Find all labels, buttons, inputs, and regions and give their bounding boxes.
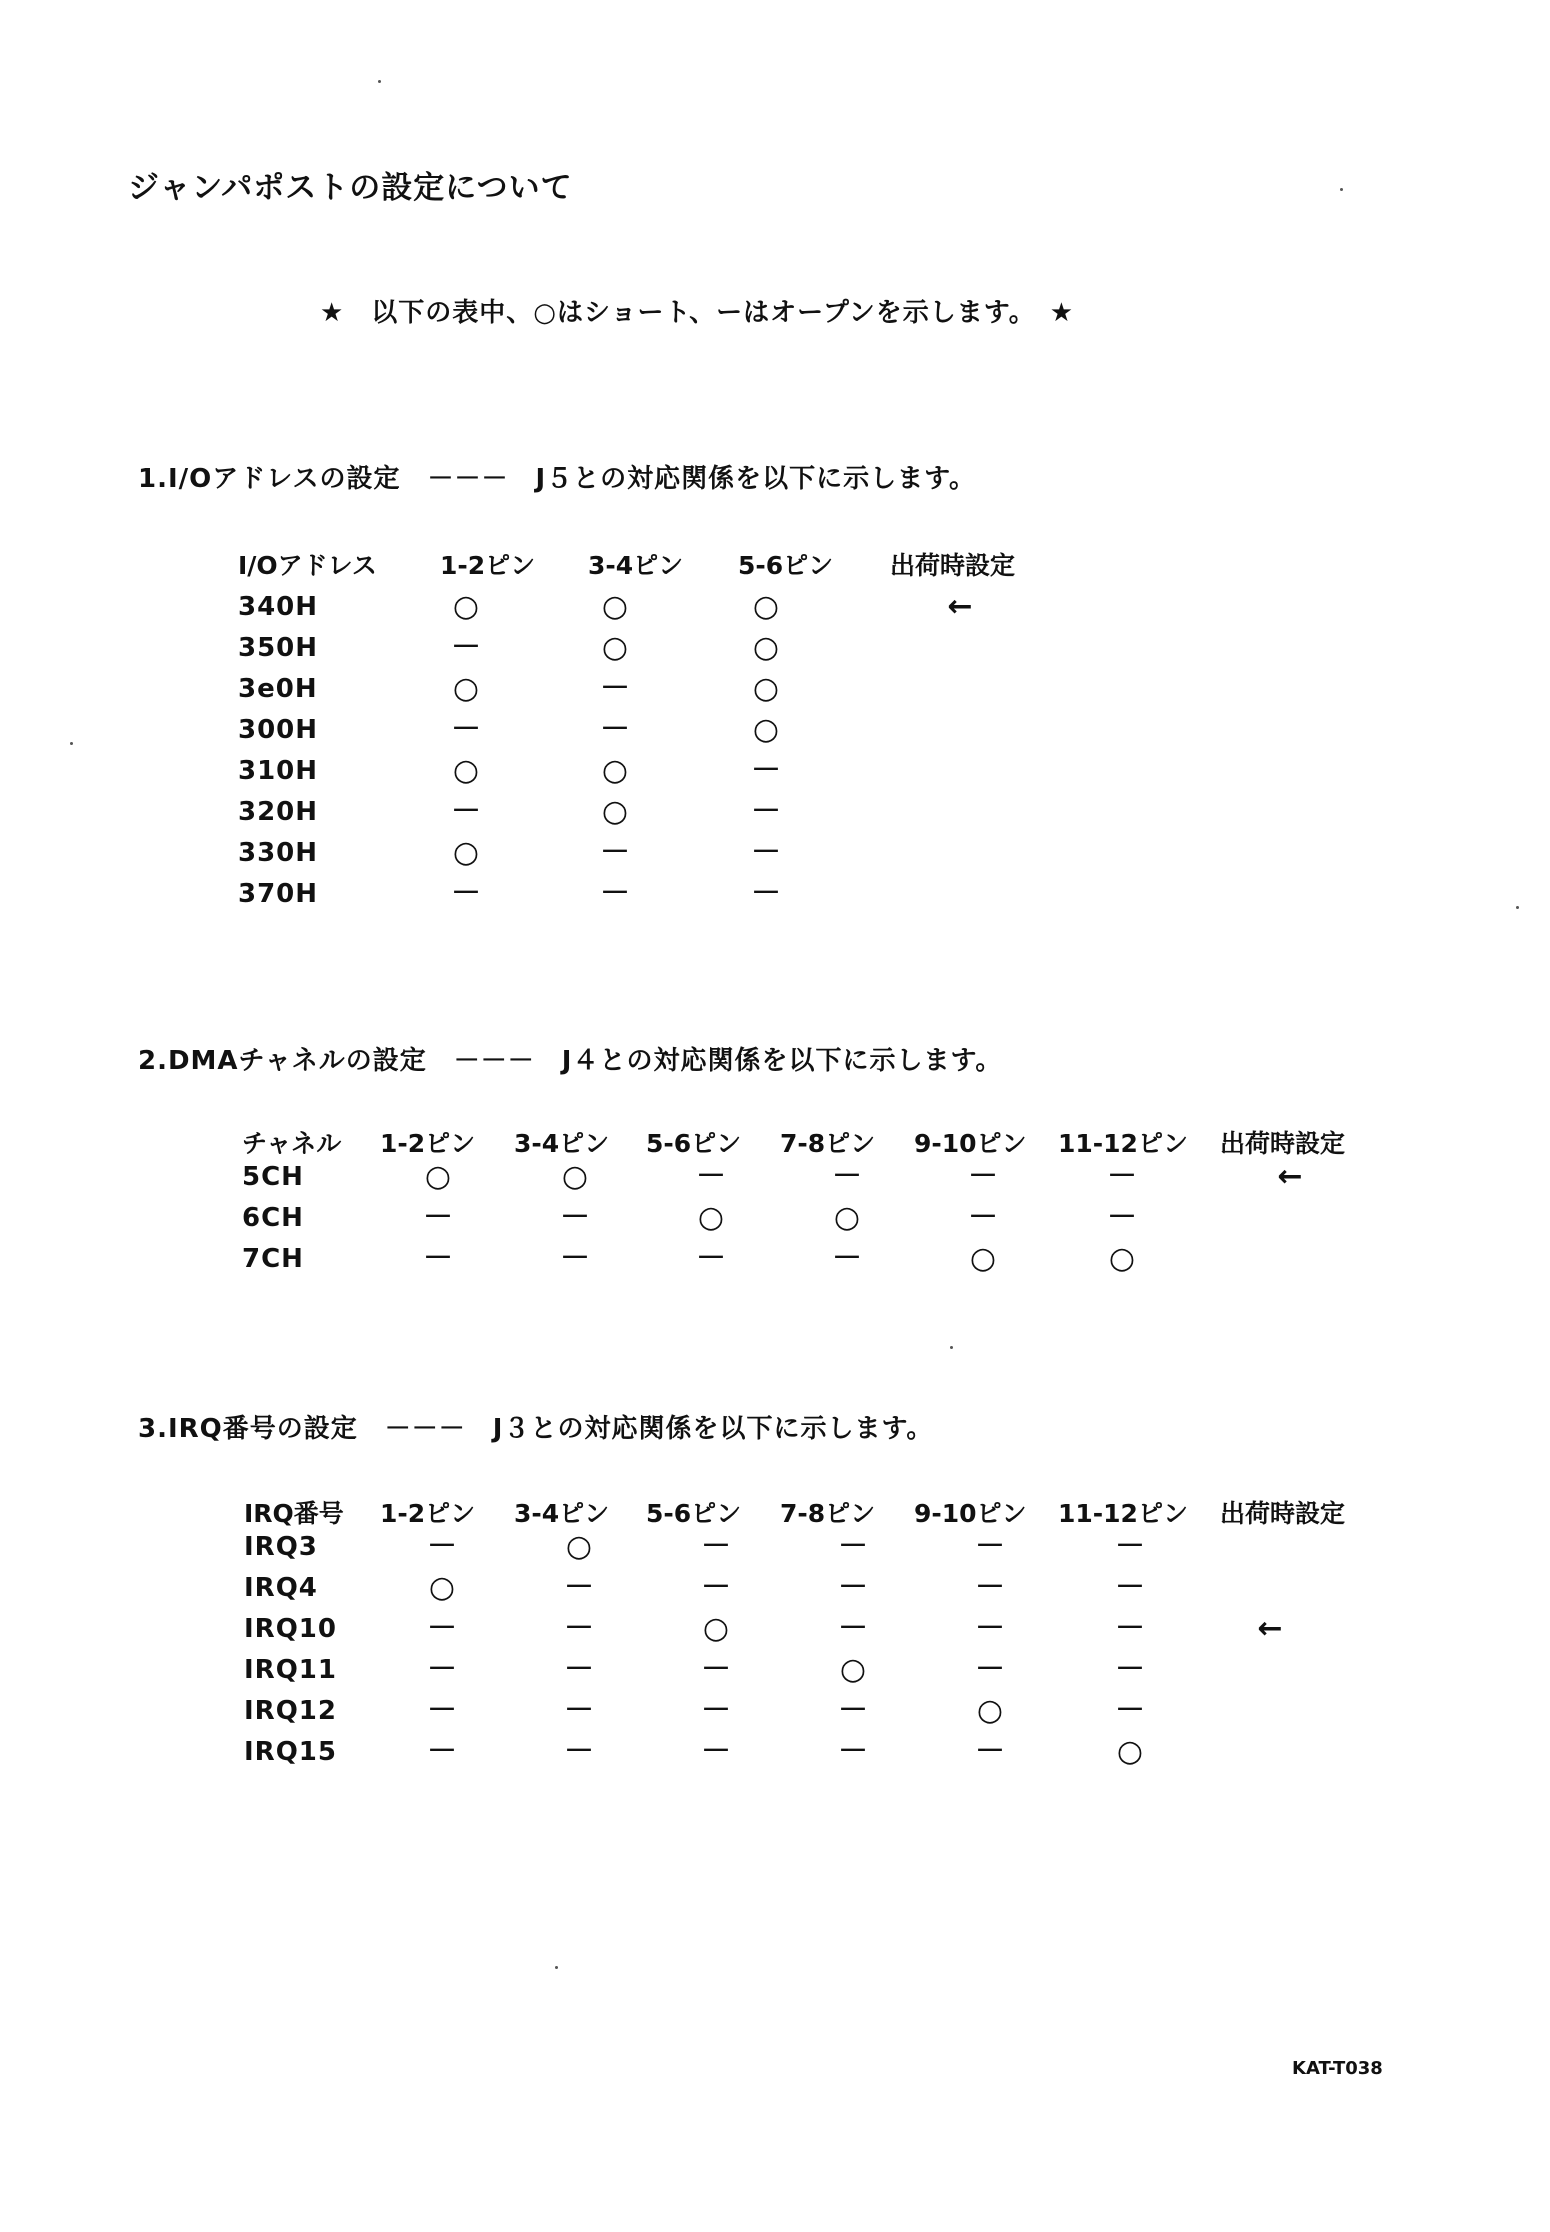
- row-label: 310H: [238, 756, 319, 786]
- scan-speck: [555, 1966, 558, 1969]
- open-dash-mark: －: [427, 1652, 457, 1687]
- short-circle-mark: ○: [424, 1159, 452, 1194]
- row-label: 370H: [238, 879, 319, 909]
- row-label: 320H: [238, 797, 319, 827]
- document-code: KAT-T038: [1292, 2058, 1383, 2079]
- open-dash-mark: －: [564, 1693, 594, 1728]
- row-label: IRQ4: [244, 1573, 318, 1603]
- short-circle-mark: ○: [452, 835, 480, 870]
- short-circle-mark: ○: [697, 1200, 725, 1235]
- short-circle-mark: ○: [601, 794, 629, 829]
- open-dash-mark: －: [451, 876, 481, 911]
- open-dash-mark: －: [560, 1200, 590, 1235]
- column-header: 7-8ピン: [780, 1129, 876, 1158]
- column-header: 3-4ピン: [514, 1499, 610, 1528]
- short-circle-mark: ○: [969, 1241, 997, 1276]
- short-circle-mark: ○: [1108, 1241, 1136, 1276]
- open-dash-mark: －: [564, 1734, 594, 1769]
- open-dash-mark: －: [832, 1241, 862, 1276]
- short-circle-mark: ○: [428, 1570, 456, 1605]
- open-dash-mark: －: [564, 1611, 594, 1646]
- scan-speck: [378, 80, 381, 83]
- short-circle-mark: ○: [752, 712, 780, 747]
- section-heading: 2.DMAチャネルの設定 －－－ J４との対応関係を以下に示します。: [138, 1046, 1003, 1076]
- short-circle-mark: ○: [839, 1652, 867, 1687]
- short-circle-mark: ○: [561, 1159, 589, 1194]
- open-dash-mark: －: [696, 1241, 726, 1276]
- column-header: 出荷時設定: [1220, 1129, 1346, 1158]
- open-dash-mark: －: [1115, 1611, 1145, 1646]
- row-label: IRQ12: [244, 1696, 337, 1726]
- open-dash-mark: －: [560, 1241, 590, 1276]
- open-dash-mark: －: [451, 712, 481, 747]
- open-dash-mark: －: [1115, 1652, 1145, 1687]
- scan-speck: [950, 1346, 953, 1349]
- column-header: 11-12ピン: [1058, 1129, 1188, 1158]
- open-dash-mark: －: [968, 1200, 998, 1235]
- open-dash-mark: －: [600, 835, 630, 870]
- open-dash-mark: －: [838, 1570, 868, 1605]
- column-header: チャネル: [242, 1129, 342, 1158]
- column-header: 9-10ピン: [914, 1129, 1027, 1158]
- row-label: IRQ15: [244, 1737, 337, 1767]
- open-dash-mark: －: [1115, 1693, 1145, 1728]
- open-dash-mark: －: [423, 1200, 453, 1235]
- default-arrow-icon: ←: [1257, 1611, 1283, 1646]
- short-circle-mark: ○: [452, 671, 480, 706]
- open-dash-mark: －: [564, 1652, 594, 1687]
- open-dash-mark: －: [600, 876, 630, 911]
- column-header: 5-6ピン: [646, 1129, 742, 1158]
- open-dash-mark: －: [1107, 1200, 1137, 1235]
- section-heading: 3.IRQ番号の設定 －－－ J３との対応関係を以下に示します。: [138, 1414, 934, 1444]
- open-dash-mark: －: [701, 1693, 731, 1728]
- open-dash-mark: －: [451, 630, 481, 665]
- open-dash-mark: －: [1107, 1159, 1137, 1194]
- row-label: 350H: [238, 633, 319, 663]
- short-circle-mark: ○: [601, 589, 629, 624]
- open-dash-mark: －: [838, 1693, 868, 1728]
- column-header: 出荷時設定: [1220, 1499, 1346, 1528]
- open-dash-mark: －: [427, 1734, 457, 1769]
- open-dash-mark: －: [701, 1570, 731, 1605]
- short-circle-mark: ○: [565, 1529, 593, 1564]
- open-dash-mark: －: [427, 1611, 457, 1646]
- open-dash-mark: －: [751, 835, 781, 870]
- open-dash-mark: －: [423, 1241, 453, 1276]
- legend-note: ★ 以下の表中、○はショート、ーはオープンを示します。 ★: [320, 298, 1075, 328]
- row-label: 330H: [238, 838, 319, 868]
- open-dash-mark: －: [701, 1734, 731, 1769]
- column-header: 出荷時設定: [890, 551, 1016, 580]
- open-dash-mark: －: [600, 712, 630, 747]
- short-circle-mark: ○: [601, 753, 629, 788]
- column-header: 3-4ピン: [588, 551, 684, 580]
- short-circle-mark: ○: [833, 1200, 861, 1235]
- open-dash-mark: －: [701, 1529, 731, 1564]
- open-dash-mark: －: [427, 1693, 457, 1728]
- row-label: 3e0H: [238, 674, 318, 704]
- short-circle-mark: ○: [752, 589, 780, 624]
- column-header: 1-2ピン: [440, 551, 536, 580]
- scan-speck: [70, 742, 73, 745]
- open-dash-mark: －: [832, 1159, 862, 1194]
- row-label: 340H: [238, 592, 319, 622]
- row-label: IRQ10: [244, 1614, 337, 1644]
- open-dash-mark: －: [427, 1529, 457, 1564]
- open-dash-mark: －: [975, 1529, 1005, 1564]
- short-circle-mark: ○: [601, 630, 629, 665]
- column-header: 5-6ピン: [738, 551, 834, 580]
- short-circle-mark: ○: [702, 1611, 730, 1646]
- row-label: IRQ11: [244, 1655, 337, 1685]
- open-dash-mark: －: [751, 876, 781, 911]
- short-circle-mark: ○: [1116, 1734, 1144, 1769]
- column-header: 1-2ピン: [380, 1129, 476, 1158]
- open-dash-mark: －: [968, 1159, 998, 1194]
- column-header: 11-12ピン: [1058, 1499, 1188, 1528]
- page-title: ジャンパポストの設定について: [128, 170, 573, 206]
- open-dash-mark: －: [564, 1570, 594, 1605]
- section-heading: 1.I/Oアドレスの設定 －－－ J５との対応関係を以下に示します。: [138, 464, 977, 494]
- short-circle-mark: ○: [976, 1693, 1004, 1728]
- scan-speck: [1340, 188, 1343, 191]
- open-dash-mark: －: [1115, 1529, 1145, 1564]
- short-circle-mark: ○: [752, 671, 780, 706]
- default-arrow-icon: ←: [947, 589, 973, 624]
- short-circle-mark: ○: [752, 630, 780, 665]
- open-dash-mark: －: [1115, 1570, 1145, 1605]
- column-header: 3-4ピン: [514, 1129, 610, 1158]
- column-header: I/Oアドレス: [238, 551, 377, 580]
- row-label: 5CH: [242, 1162, 304, 1192]
- open-dash-mark: －: [838, 1734, 868, 1769]
- row-label: 6CH: [242, 1203, 304, 1233]
- row-label: IRQ3: [244, 1532, 318, 1562]
- column-header: IRQ番号: [244, 1499, 344, 1528]
- row-label: 7CH: [242, 1244, 304, 1274]
- default-arrow-icon: ←: [1277, 1159, 1303, 1194]
- open-dash-mark: －: [751, 794, 781, 829]
- open-dash-mark: －: [838, 1529, 868, 1564]
- scan-speck: [1516, 906, 1519, 909]
- column-header: 9-10ピン: [914, 1499, 1027, 1528]
- open-dash-mark: －: [838, 1611, 868, 1646]
- column-header: 7-8ピン: [780, 1499, 876, 1528]
- short-circle-mark: ○: [452, 753, 480, 788]
- open-dash-mark: －: [751, 753, 781, 788]
- column-header: 5-6ピン: [646, 1499, 742, 1528]
- open-dash-mark: －: [701, 1652, 731, 1687]
- open-dash-mark: －: [975, 1734, 1005, 1769]
- open-dash-mark: －: [696, 1159, 726, 1194]
- open-dash-mark: －: [975, 1570, 1005, 1605]
- open-dash-mark: －: [975, 1611, 1005, 1646]
- open-dash-mark: －: [451, 794, 481, 829]
- open-dash-mark: －: [600, 671, 630, 706]
- open-dash-mark: －: [975, 1652, 1005, 1687]
- column-header: 1-2ピン: [380, 1499, 476, 1528]
- row-label: 300H: [238, 715, 319, 745]
- short-circle-mark: ○: [452, 589, 480, 624]
